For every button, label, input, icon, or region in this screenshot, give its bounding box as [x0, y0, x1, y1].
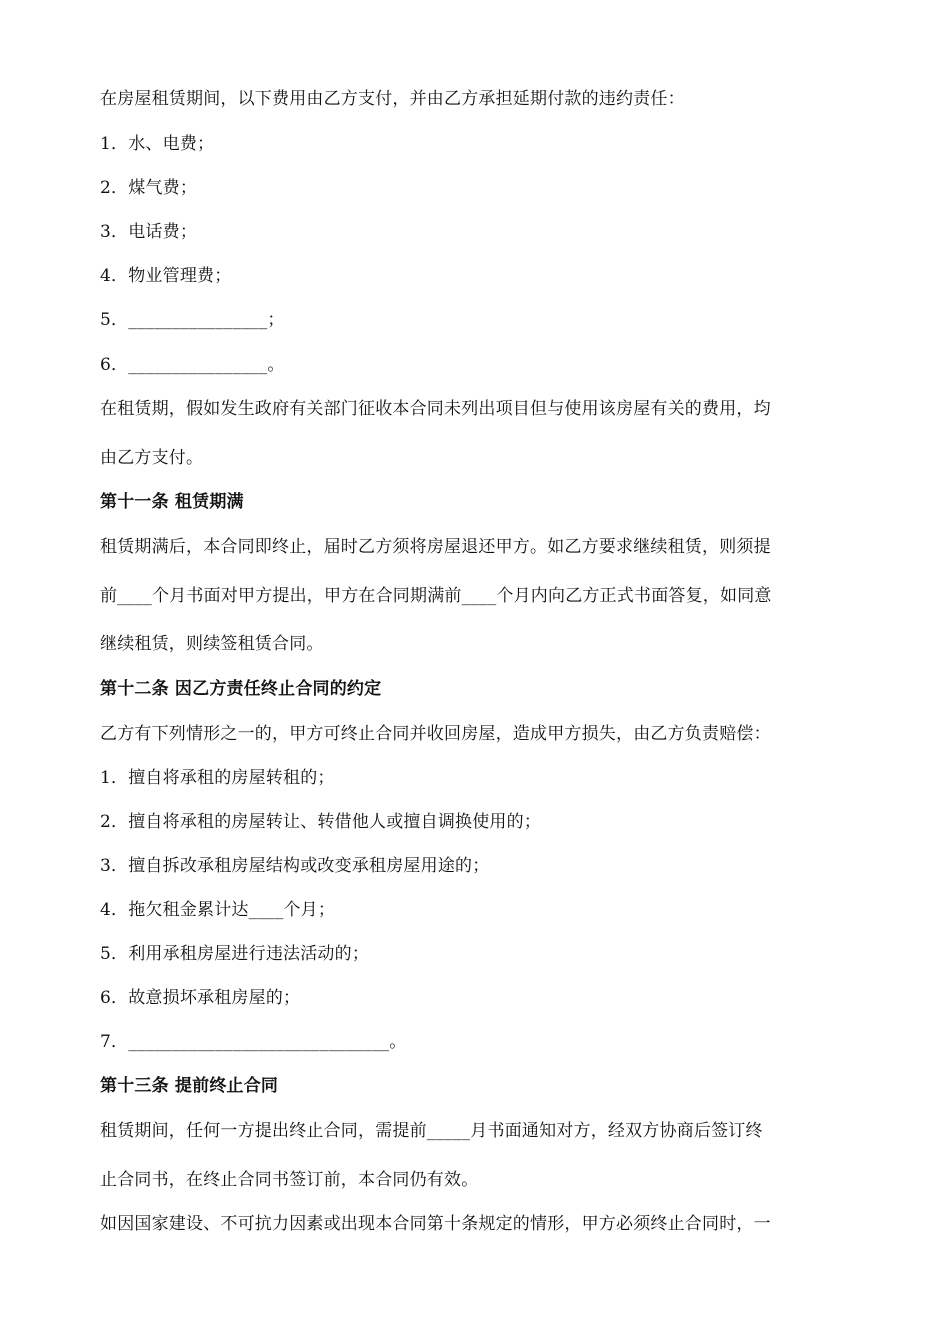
fee-item: 1．水、电费；	[100, 134, 215, 154]
fee-item: 2．煤气费；	[100, 178, 198, 198]
article-13-heading: 第十三条 提前终止合同	[100, 1076, 279, 1096]
paragraph-line: 继续租赁，则续签租赁合同。	[100, 634, 324, 654]
list-item: 6．故意损坏承租房屋的；	[100, 988, 301, 1008]
paragraph-line: 由乙方支付。	[100, 448, 204, 468]
fee-item: 6．________________。	[100, 355, 285, 375]
paragraph-line: 前____个月书面对甲方提出，甲方在合同期满前____个月内向乙方正式书面答复，如同意	[100, 586, 772, 606]
fee-item: 3．电话费；	[100, 222, 198, 242]
list-item: 5．利用承租房屋进行违法活动的；	[100, 944, 370, 964]
paragraph-line: 租赁期间，任何一方提出终止合同，需提前_____月书面通知对方，经双方协商后签订终	[100, 1121, 763, 1141]
fees-intro: 在房屋租赁期间，以下费用由乙方支付，并由乙方承担延期付款的违约责任：	[100, 89, 685, 109]
list-item: 7．______________________________。	[100, 1032, 407, 1052]
fee-item: 4．物业管理费；	[100, 266, 232, 286]
article-12-heading: 第十二条 因乙方责任终止合同的约定	[100, 679, 382, 699]
paragraph-line: 止合同书，在终止合同书签订前，本合同仍有效。	[100, 1170, 479, 1190]
list-item: 2．擅自将承租的房屋转让、转借他人或擅自调换使用的；	[100, 812, 542, 832]
list-item: 3．擅自拆改承租房屋结构或改变承租房屋用途的；	[100, 856, 490, 876]
paragraph-line: 在租赁期，假如发生政府有关部门征收本合同未列出项目但与使用该房屋有关的费用，均	[100, 399, 771, 419]
article-12-intro: 乙方有下列情形之一的，甲方可终止合同并收回房屋，造成甲方损失，由乙方负责赔偿：	[100, 724, 771, 744]
paragraph-line: 租赁期满后，本合同即终止，届时乙方须将房屋退还甲方。如乙方要求继续租赁，则须提	[100, 537, 771, 557]
fee-item: 5．________________；	[100, 310, 285, 330]
paragraph-line: 如因国家建设、不可抗力因素或出现本合同第十条规定的情形，甲方必须终止合同时，一	[100, 1214, 771, 1234]
article-11-heading: 第十一条 租赁期满	[100, 492, 244, 512]
list-item: 4．拖欠租金累计达____个月；	[100, 900, 336, 920]
list-item: 1．擅自将承租的房屋转租的；	[100, 768, 335, 788]
